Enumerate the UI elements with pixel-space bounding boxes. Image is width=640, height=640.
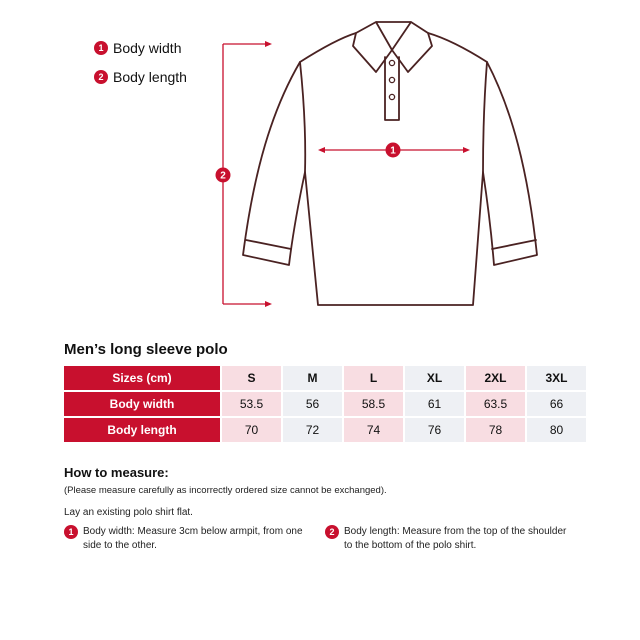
value-cell: 58.5 xyxy=(344,392,403,416)
number-badge-2: 2 xyxy=(325,525,339,539)
table-row-body-width xyxy=(64,392,586,416)
width-marker-label: 1 xyxy=(390,145,396,157)
size-cell: 3XL xyxy=(527,366,586,390)
value-cell: 80 xyxy=(527,418,586,442)
value-cell: 63.5 xyxy=(466,392,525,416)
header-cell-sizes: Sizes (cm) xyxy=(64,366,220,390)
number-badge-1: 1 xyxy=(94,41,108,55)
shirt-outline xyxy=(243,33,537,305)
collar xyxy=(353,22,432,72)
size-cell: 2XL xyxy=(466,366,525,390)
legend-label: Body width xyxy=(113,40,182,56)
size-cell: S xyxy=(222,366,281,390)
length-marker-label: 2 xyxy=(220,170,226,182)
size-cell: XL xyxy=(405,366,464,390)
size-cell: L xyxy=(344,366,403,390)
lay-flat-instruction: Lay an existing polo shirt flat. xyxy=(64,507,193,518)
how-to-measure-heading: How to measure: xyxy=(64,465,169,480)
measure-step-body-length xyxy=(325,525,575,553)
value-cell: 74 xyxy=(344,418,403,442)
length-marker xyxy=(216,168,231,183)
value-cell: 78 xyxy=(466,418,525,442)
legend-label: Body length xyxy=(113,69,187,85)
number-badge-2: 2 xyxy=(94,70,108,84)
value-cell: 72 xyxy=(283,418,342,442)
size-cell: M xyxy=(283,366,342,390)
measure-step-body-width xyxy=(64,525,304,553)
table-title: Men’s long sleeve polo xyxy=(64,341,228,358)
header-cell-body-length: Body length xyxy=(64,418,220,442)
table-row-body-length xyxy=(64,418,586,442)
width-marker xyxy=(386,143,401,158)
step-text: Body length: Measure from the top of the shoulder to the bottom of the polo shirt. xyxy=(344,526,567,551)
exchange-note: (Please measure carefully as incorrectly ordered size cannot be exchanged). xyxy=(64,485,387,496)
value-cell: 76 xyxy=(405,418,464,442)
placket-buttons xyxy=(389,60,394,99)
size-chart-table xyxy=(62,364,588,444)
value-cell: 53.5 xyxy=(222,392,281,416)
table-row-sizes xyxy=(64,366,586,390)
value-cell: 56 xyxy=(283,392,342,416)
step-text: Body width: Measure 3cm below armpit, from one side to the other. xyxy=(83,526,303,551)
value-cell: 70 xyxy=(222,418,281,442)
number-badge-1: 1 xyxy=(64,525,78,539)
value-cell: 66 xyxy=(527,392,586,416)
value-cell: 61 xyxy=(405,392,464,416)
header-cell-body-width: Body width xyxy=(64,392,220,416)
